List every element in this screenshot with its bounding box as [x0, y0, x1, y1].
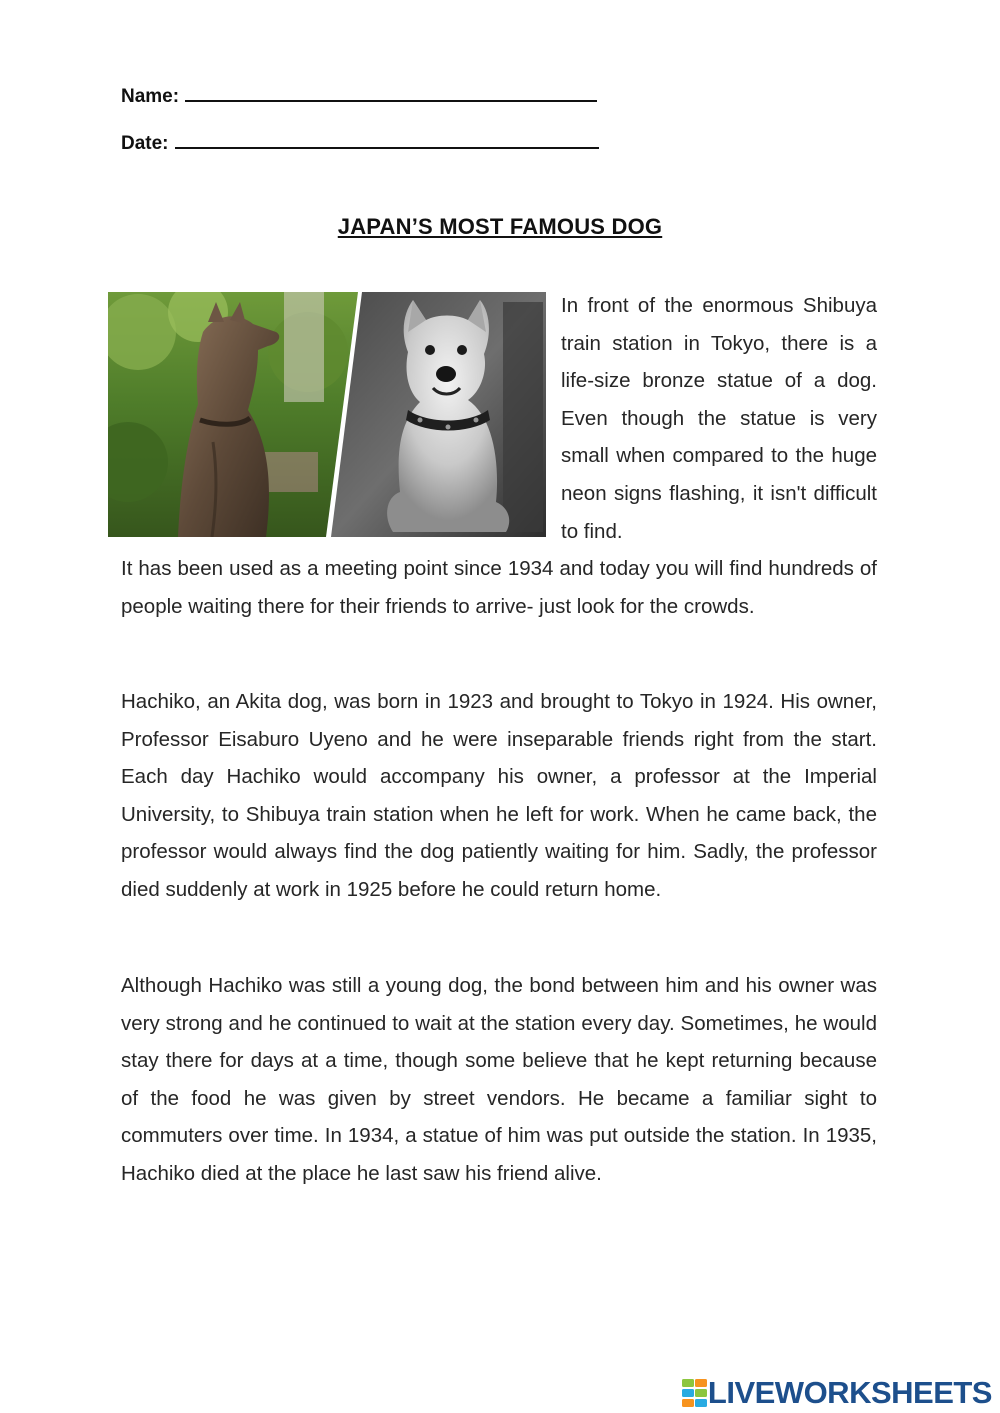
date-input-line[interactable]: [175, 129, 599, 149]
hachiko-photo-collage: [108, 292, 546, 537]
name-label: Name:: [121, 86, 180, 107]
hachiko-history-paragraph: Hachiko, an Akita dog, was born in 1923 and brought to Tokyo in 1924. His owner, Professor Eisaburo Uyeno and he were inseparable friends right from the start. Each day Hachiko would accompany his owner, a professor at the Imperial University, to Shibuya train station when he left for work. When he came back, the professor would always find the dog patiently waiting for him. Sadly, the professor died suddenly at work in 1925 before he could return home.: [121, 690, 877, 901]
worksheet-title: JAPAN’S MOST FAMOUS DOG: [337, 214, 663, 239]
photo-collage-graphic: [108, 292, 546, 537]
statue-photo: [108, 292, 368, 537]
date-label: Date:: [121, 133, 169, 154]
liveworksheets-brand: [682, 1375, 992, 1411]
intro-paragraph: In front of the enormous Shibuya train station in Tokyo, there is a life-size bronze statue of a dog. Even though the statue is very small when compared to the huge neon signs flashing, it isn't difficult to find.: [561, 294, 877, 543]
loyalty-paragraph: Although Hachiko was still a young dog, the bond between him and his owner was very strong and he continued to wait at the station every day. Sometimes, he would stay there for days at a time, though some believe that he kept returning because of the food he was given by street vendors. He became a familiar sight to commuters over time. In 1934, a statue of him was put outside the station. In 1935, Hachiko died at the place he last saw his friend alive.: [121, 974, 877, 1185]
meeting-point-paragraph: It has been used as a meeting point since 1934 and today you will find hundreds of people waiting there for their friends to arrive- just look for the crowds.: [121, 557, 877, 618]
hachiko-photo: [331, 292, 546, 537]
name-input-line[interactable]: [185, 82, 597, 102]
date-field-row: [121, 129, 599, 156]
name-field-row: [121, 82, 597, 109]
liveworksheets-wordmark: LIVEWORKSHEETS: [707, 1375, 992, 1410]
liveworksheets-logo-icon: [682, 1379, 708, 1407]
